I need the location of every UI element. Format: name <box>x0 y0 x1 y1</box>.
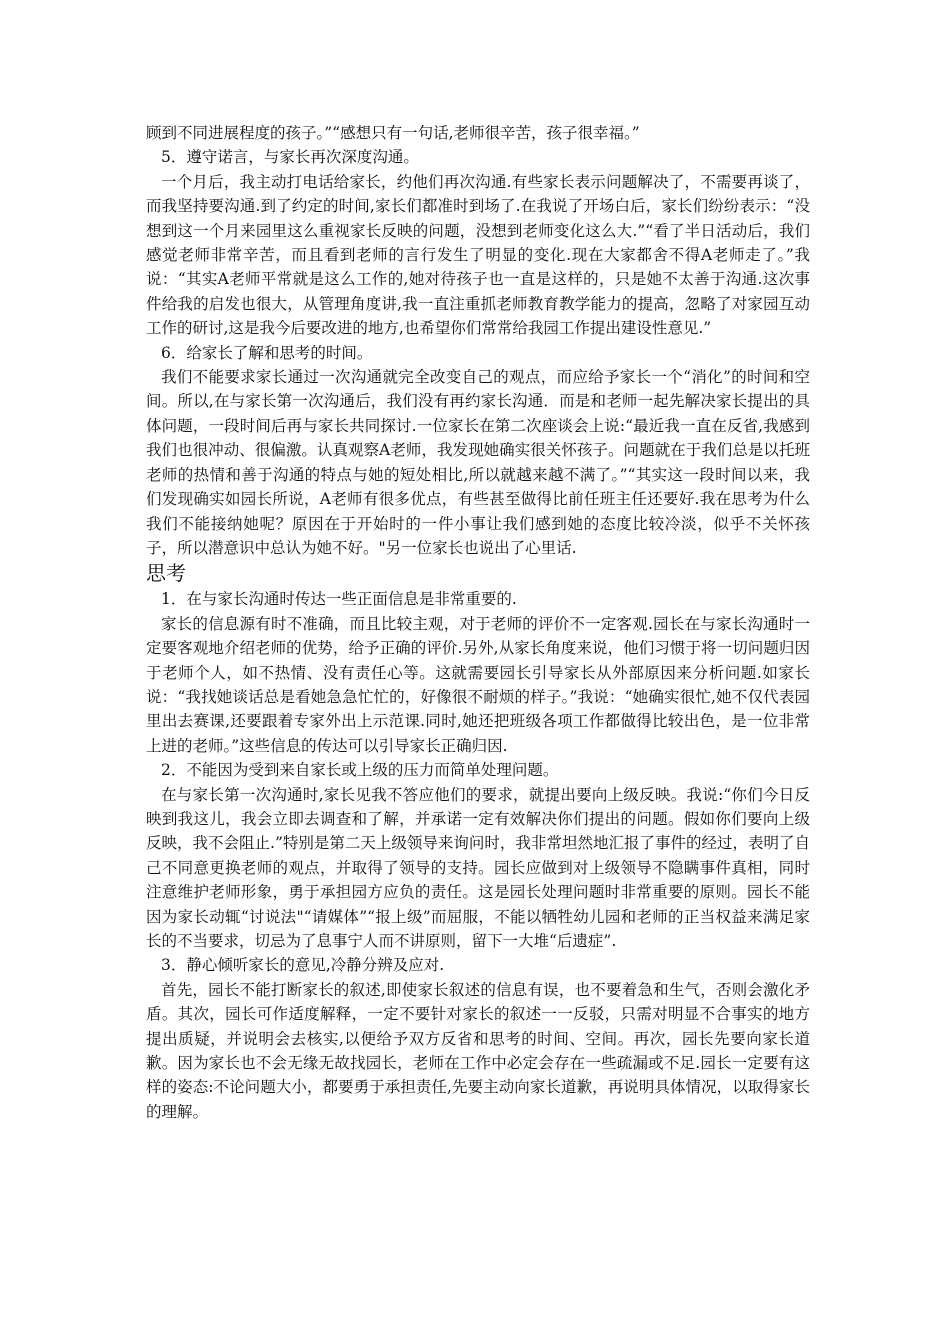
body-paragraph: 首先，园长不能打断家长的叙述,即使家长叙述的信息有误，也不要着急和生气，否则会激化矛盾。其次，园长可作适度解释，一定不要针对家长的叙述一一反驳，只需对明显不合事实的地方提出质疑，并说明会去核实,以便给予双方反省和思考的时间、空间。再次，园长先要向家长道歉。因为家长也不会无缘无故找园长，老师在工作中必定会存在一些疏漏或不足.园长一定要有这样的姿态:不论问题大小，都要勇于承担责任,先要主动向家长道歉，再说明具体情况，以取得家长的理解。 <box>146 980 810 1121</box>
body-paragraph: 一个月后，我主动打电话给家长，约他们再次沟通.有些家长表示问题解决了，不需要再谈了，而我坚持要沟通.到了约定的时间,家长们都准时到场了.在我说了开场白后，家长们纷纷表示：“没想到这一个月来园里这么重视家长反映的问题，没想到老师变化这么大.”“看了半日活动后，我们感觉老师非常辛苦，而且看到老师的言行发生了明显的变化.现在大家都舍不得A老师走了。”我说：“其实A老师平常就是这么工作的,她对待孩子也一直是这样的，只是她不太善于沟通.这次事件给我的启发也很大，从管理角度讲,我一直注重抓老师教育教学能力的提高，忽略了对家园互动工作的研讨,这是我今后要改进的地方,也希望你们常常给我园工作提出建设性意见.” <box>146 172 810 338</box>
body-paragraph: 我们不能要求家长通过一次沟通就完全改变自己的观点，而应给予家长一个“消化”的时间和空间。所以,在与家长第一次沟通后，我们没有再约家长沟通．而是和老师一起先解决家长提出的具体问题，一段时间后再与家长共同探讨.一位家长在第二次座谈会上说:“最近我一直在反省,我感到我们也很冲动、很偏激。认真观察A老师，我发现她确实很关怀孩子。问题就在于我们总是以托班老师的热情和善于沟通的特点与她的短处相比,所以就越来越不满了。”“其实这一段时间以来，我们发现确实如园长所说，A老师有很多优点，有些甚至做得比前任班主任还要好.我在思考为什么我们不能接纳她呢？原因在于开始时的一件小事让我们感到她的态度比较冷淡，似乎不关怀孩子，所以潜意识中总认为她不好。"另一位家长也说出了心里话. <box>146 368 810 557</box>
body-paragraph: 在与家长第一次沟通时,家长见我不答应他们的要求，就提出要向上级反映。我说:“你们今日反映到我这儿，我会立即去调查和了解，并承诺一定有效解决你们提出的问题。假如你们要向上级反映，我不会阻止.”特别是第二天上级领导来询问时，我非常坦然地汇报了事件的经过，表明了自己不同意更换老师的观点，并取得了领导的支持。园长应做到对上级领导不隐瞒事件真相，同时注意维护老师形象，勇于承担园方应负的责任。这是园长处理问题时非常重要的原则。园长不能因为家长动辄“讨说法"“请媒体”“报上级”而屈服，不能以牺牲幼儿园和老师的正当权益来满足家长的不当要求，切忌为了息事宁人而不讲原则，留下一大堆“后遗症”. <box>146 785 810 950</box>
continuation-paragraph: 顾到不同进展程度的孩子。”“感想只有一句话,老师很辛苦，孩子很幸福。” <box>146 124 640 142</box>
reflection-item-3: 3．静心倾听家长的意见,冷静分辨及应对. <box>161 956 445 975</box>
numbered-item-6: 6．给家长了解和思考的时间。 <box>161 343 373 362</box>
body-paragraph: 家长的信息源有时不准确，而且比较主观，对于老师的评价不一定客观.园长在与家长沟通时一定要客观地介绍老师的优势，给予正确的评价.另外,从家长角度来说，他们习惯于将一切问题归因于老师个人，如不热情、没有责任心等。这就需要园长引导家长从外部原因来分析问题.如家长说：“我找她谈话总是看她急急忙忙的，好像很不耐烦的样子。”我说：“她确实很忙,她不仅代表园里出去赛课,还要跟着专家外出上示范课.同时,她还把班级各项工作都做得比较出色，是一位非常上进的老师。”这些信息的传达可以引导家长正确归因. <box>146 614 810 755</box>
document-page <box>146 121 810 1124</box>
reflection-item-1: 1．在与家长沟通时传达一些正面信息是非常重要的. <box>161 590 517 609</box>
numbered-item-5: 5．遵守诺言，与家长再次深度沟通。 <box>161 148 419 167</box>
section-heading-reflection: 思考 <box>146 561 186 586</box>
reflection-item-2: 2．不能因为受到来自家长或上级的压力而简单处理问题。 <box>161 761 559 780</box>
